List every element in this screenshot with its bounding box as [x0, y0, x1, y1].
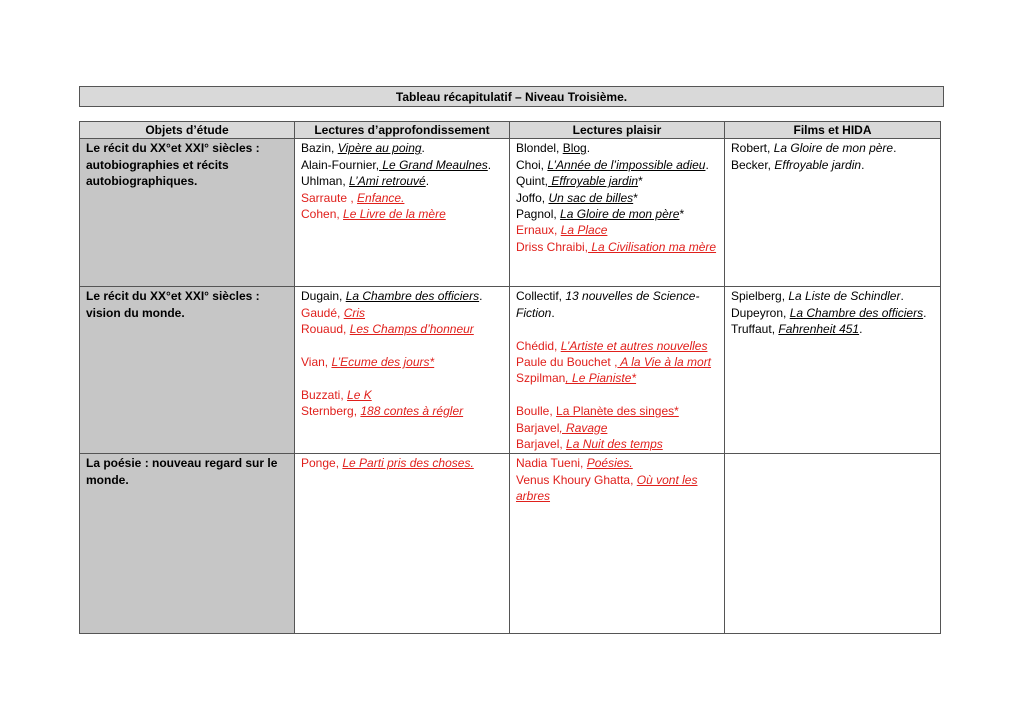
objet-cell: Le récit du XX°et XXI° siècles : autobiographies et récits autobiographiques. [80, 139, 295, 287]
list-item [301, 403, 503, 419]
list-item [301, 305, 503, 321]
entry-title: Le Parti pris des choses. [342, 456, 474, 471]
list-item [301, 288, 503, 304]
entry-title: Poésies. [586, 456, 633, 471]
entry-suffix: . [551, 305, 555, 320]
entry-title: Effroyable jardin [774, 157, 862, 172]
entry-author: Buzzati, [301, 387, 348, 402]
entry-suffix: . [421, 141, 425, 156]
entry-author: Choi, [516, 157, 548, 172]
entry-suffix: . [479, 289, 483, 304]
page-title: Tableau récapitulatif – Niveau Troisième. [79, 86, 944, 107]
header-objets: Objets d’étude [80, 122, 295, 139]
entry-title: 188 contes à régler [360, 404, 464, 419]
approfondissement-cell [295, 287, 510, 454]
entry-author: Collectif, [516, 289, 566, 304]
approfondissement-cell [295, 454, 510, 634]
entry-author: Boulle, [516, 404, 557, 419]
entry-suffix: . [487, 157, 492, 172]
header-plaisir: Lectures plaisir [510, 122, 725, 139]
spacer [301, 338, 503, 354]
list-item [516, 403, 718, 419]
objet-cell: La poésie : nouveau regard sur le monde. [80, 454, 295, 634]
list-item [516, 370, 718, 386]
entry-author: Spielberg, [731, 289, 789, 304]
entry-title: Blog [562, 141, 587, 156]
entry-author: Dupeyron, [731, 305, 790, 320]
entry-author: Robert, [731, 141, 774, 156]
entry-author: Dugain, [301, 289, 346, 304]
films-cell [725, 454, 941, 634]
plaisir-cell [510, 139, 725, 287]
entry-title: L’Ecume des jours* [331, 355, 435, 370]
entry-title: Le K [347, 387, 372, 402]
list-item [516, 239, 718, 255]
header-approfondissement: Lectures d’approfondissement [295, 122, 510, 139]
list-item [301, 140, 503, 156]
entry-author: Barjavel [516, 420, 560, 435]
entry-author: Gaudé, [301, 305, 344, 320]
entry-title: Cris [343, 305, 366, 320]
entry-suffix: . [900, 289, 904, 304]
entry-author: Paule du Bouchet , [516, 355, 618, 370]
entry-title: La Chambre des officiers [789, 305, 924, 320]
header-row [80, 122, 941, 139]
entry-author: Sternberg, [301, 404, 361, 419]
spacer [301, 370, 503, 386]
entry-title: Fahrenheit 451 [778, 322, 860, 337]
list-item [516, 222, 718, 238]
entry-title: Où vont les arbres [516, 472, 698, 504]
header-films: Films et HIDA [725, 122, 941, 139]
films-cell [725, 287, 941, 454]
table-row [80, 454, 941, 634]
list-item [516, 354, 718, 370]
list-item [516, 420, 718, 436]
entry-title: Enfance. [357, 190, 405, 205]
entry-title: Le Grand Meaulnes [379, 157, 488, 172]
entry-author: Truffaut, [731, 322, 779, 337]
entry-title: A la Vie à la mort [617, 355, 712, 370]
list-item [301, 354, 503, 370]
entry-title: Effroyable jardin [548, 174, 639, 189]
entry-author: Szpilman [516, 371, 566, 386]
plaisir-cell [510, 287, 725, 454]
entry-author: Chédid, [516, 338, 561, 353]
entry-author: Bazin, [301, 141, 338, 156]
entry-title: Les Champs d’honneur [349, 322, 474, 337]
list-item [301, 321, 503, 337]
entry-title: L’Artiste et autres nouvelles [560, 338, 708, 353]
entry-title: 13 nouvelles de Science-Fiction [516, 289, 700, 320]
objet-cell: Le récit du XX°et XXI° siècles : vision du monde. [80, 287, 295, 454]
list-item [301, 387, 503, 403]
list-item [516, 190, 718, 206]
entry-suffix: . [425, 174, 430, 189]
list-item [516, 173, 718, 189]
list-item [731, 305, 934, 321]
list-item [516, 288, 718, 321]
entry-suffix: * [638, 174, 643, 189]
entry-author: Alain-Fournier, [301, 157, 380, 172]
table-row [80, 139, 941, 287]
entry-author: Becker, [731, 157, 775, 172]
list-item [516, 157, 718, 173]
entry-author: Vian, [301, 355, 332, 370]
entry-author: Joffo, [516, 190, 549, 205]
entry-title: La Civilisation ma mère [588, 239, 717, 254]
list-item [301, 206, 503, 222]
entry-suffix: . [586, 141, 591, 156]
list-item [516, 455, 718, 471]
entry-author: Venus Khoury Ghatta, [516, 472, 637, 487]
entry-suffix: . [859, 322, 863, 337]
entry-suffix: * [633, 190, 638, 205]
list-item [301, 190, 503, 206]
entry-author: Cohen, [301, 207, 344, 222]
list-item [516, 140, 718, 156]
entry-suffix: . [923, 305, 927, 320]
recap-table [79, 121, 941, 634]
entry-author: Nadia Tueni, [516, 456, 587, 471]
approfondissement-cell [295, 139, 510, 287]
entry-title: , Le Pianiste* [565, 371, 637, 386]
entry-title: La Liste de Schindler [788, 289, 901, 304]
entry-title: La Place [560, 223, 608, 238]
entry-title: La Gloire de mon père [560, 207, 680, 222]
list-item [301, 157, 503, 173]
entry-title: Un sac de billes [548, 190, 634, 205]
entry-suffix: . [893, 141, 897, 156]
entry-author: Blondel, [516, 141, 563, 156]
entry-author: Pagnol, [516, 207, 561, 222]
spacer [516, 321, 718, 337]
list-item [516, 436, 718, 452]
entry-title: , Ravage [559, 420, 608, 435]
entry-title: Le Livre de la mère [343, 207, 446, 222]
entry-title: L’Année de l’impossible adieu [547, 157, 706, 172]
spacer [516, 387, 718, 403]
entry-title: La Chambre des officiers [345, 289, 480, 304]
entry-title: L’Ami retrouvé [349, 174, 426, 189]
list-item [516, 206, 718, 222]
list-item [516, 472, 718, 505]
list-item [516, 338, 718, 354]
entry-author: Ernaux, [516, 223, 561, 238]
entry-author: Ponge, [301, 456, 343, 471]
entry-author: Sarraute , [301, 190, 358, 205]
entry-suffix: . [861, 157, 865, 172]
entry-suffix: * [679, 207, 685, 222]
entry-author: Barjavel, [516, 437, 567, 452]
entry-suffix: . [705, 157, 709, 172]
entry-author: Quint, [516, 174, 549, 189]
entry-author: Driss Chraibi, [516, 239, 589, 254]
list-item [731, 321, 934, 337]
list-item [731, 140, 934, 156]
list-item [301, 173, 503, 189]
table-row [80, 287, 941, 454]
entry-author: Uhlman, [301, 174, 350, 189]
entry-title: Vipère au poing [337, 141, 422, 156]
list-item [731, 288, 934, 304]
entry-author: Rouaud, [301, 322, 350, 337]
list-item [731, 157, 934, 173]
entry-title: La Gloire de mon père [773, 141, 894, 156]
entry-title: La Nuit des temps [566, 437, 663, 452]
plaisir-cell [510, 454, 725, 634]
list-item [301, 455, 503, 471]
entry-title: La Planète des singes* [556, 404, 679, 419]
films-cell [725, 139, 941, 287]
